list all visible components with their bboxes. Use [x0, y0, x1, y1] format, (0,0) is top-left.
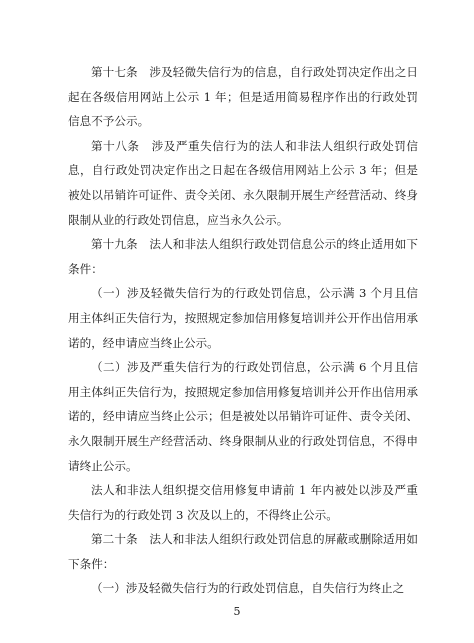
article-17: 第十七条 涉及轻微失信行为的信息，自行政处罚决定作出之日起在各级信用网站上公示 1 年；但是适用简易程序作出的行政处罚信息不予公示。 [68, 65, 418, 129]
page-number: 5 [233, 605, 241, 618]
article-20: 第二十条 法人和非法人组织行政处罚信息的屏蔽或删除适用如下条件： [68, 532, 418, 571]
article-19-item-1: （一）涉及轻微失信行为的行政处罚信息，公示满 3 个月且信用主体纠正失信行为，按照规定参加信用修复培训并公开作出信用承诺的，经申请应当终止公示。 [68, 286, 418, 350]
article-19-note: 法人和非法人组织提交信用修复申请前 1 年内被处以涉及严重失信行为的行政处罚 3 次及以上的，不得终止公示。 [68, 483, 418, 522]
article-19: 第十九条 法人和非法人组织行政处罚信息公示的终止适用如下条件： [68, 237, 418, 276]
document-body [68, 60, 418, 601]
article-19-item-2: （二）涉及严重失信行为的行政处罚信息，公示满 6 个月且信用主体纠正失信行为，按照规定参加信用修复培训并公开作出信用承诺的，经申请应当终止公示；但是被处以吊销许可证件、责令关闭、永久限制开展生产经营活动、终身限制从业的行政处罚信息，不得申请终止公示。 [68, 360, 418, 473]
article-18: 第十八条 涉及严重失信行为的法人和非法人组织行政处罚信息，自行政处罚决定作出之日起在各级信用网站上公示 3 年；但是被处以吊销许可证件、责令关闭、永久限制开展生产经营活动、终身限制从业的行政处罚信息，应当永久公示。 [68, 138, 418, 227]
article-20-item-1: （一）涉及轻微失信行为的行政处罚信息，自失信行为终止之 [91, 581, 405, 596]
